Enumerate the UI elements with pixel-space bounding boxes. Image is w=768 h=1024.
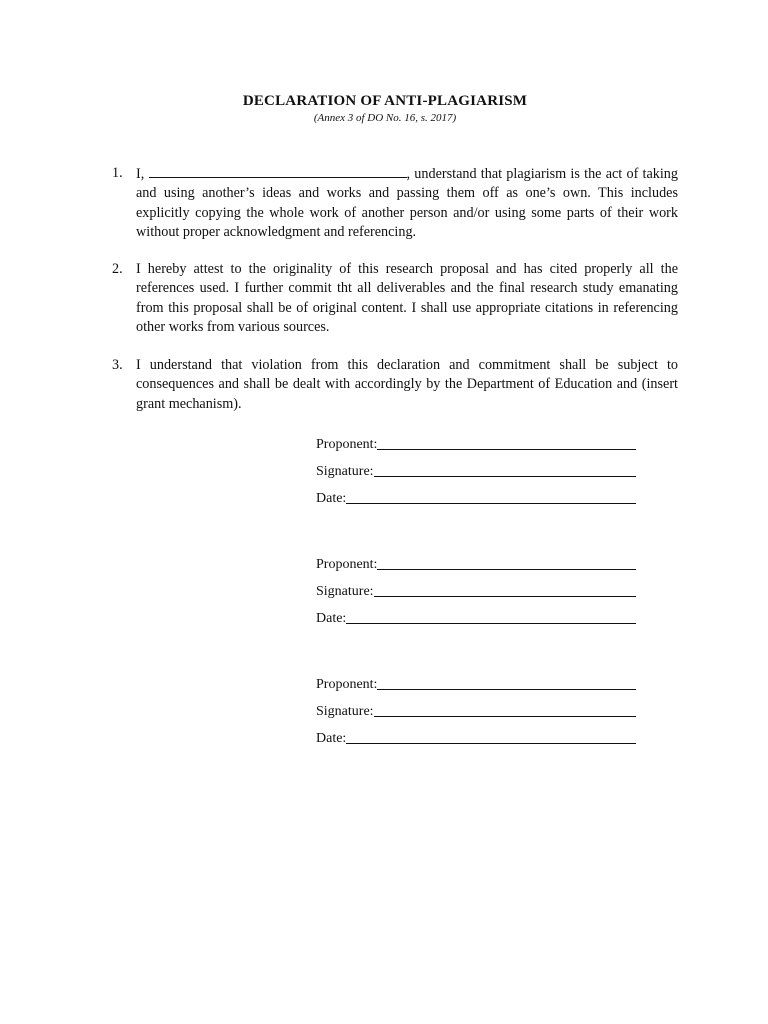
proponent-label: Proponent: [316,557,378,572]
signature-row [316,693,636,720]
proponent-row [316,426,636,453]
name-blank-line[interactable] [149,164,407,178]
signature-label: Signature: [316,464,374,479]
date-line[interactable] [346,502,636,504]
date-label: Date: [316,731,347,746]
date-label: Date: [316,611,347,626]
date-line[interactable] [346,742,636,744]
proponent-label: Proponent: [316,677,378,692]
proponent-row [316,666,636,693]
item-number: 3. [112,357,123,373]
signature-row [316,453,636,480]
item-text: , understand that plagiarism is the act of taking and using another’s ideas and works and passing them off as one’s own. This includes explicitly copying the whole work of another person and/or using some parts of their work without proper acknowledgment and referencing. [136,166,678,240]
signature-label: Signature: [316,584,374,599]
date-row [316,600,636,627]
date-line[interactable] [346,622,636,624]
item-number: 2. [112,261,123,277]
declaration-item-3 [112,356,678,414]
signature-block-3 [316,666,636,747]
item-prefix: I, [136,166,149,182]
proponent-line[interactable] [377,688,636,690]
item-text: I understand that violation from this declaration and commitment shall be subject to consequences and shall be dealt with accordingly by the Department of Education and (insert grant mechanism). [136,357,678,412]
item-body [136,164,678,242]
signature-line[interactable] [374,475,636,477]
date-label: Date: [316,491,347,506]
signature-line[interactable] [374,595,636,597]
item-text: I hereby attest to the originality of this research proposal and has cited properly all the references used. I further commit tht all deliverables and the final research study emanating from this proposal shall be of original content. I shall use appropriate citations in referencing other works from various sources. [136,261,678,335]
document-title: DECLARATION OF ANTI-PLAGIARISM [242,93,528,109]
proponent-label: Proponent: [316,437,378,452]
signature-line[interactable] [374,715,636,717]
document-subtitle: (Annex 3 of DO No. 16, s. 2017) [313,112,457,124]
signature-label: Signature: [316,704,374,719]
signature-block-2 [316,546,636,627]
declaration-item-1 [112,164,678,242]
item-number: 1. [112,165,123,181]
signature-block-1 [316,426,636,507]
date-row [316,480,636,507]
proponent-row [316,546,636,573]
proponent-line[interactable] [377,568,636,570]
date-row [316,720,636,747]
signature-row [316,573,636,600]
proponent-line[interactable] [377,448,636,450]
declaration-item-2 [112,260,678,337]
